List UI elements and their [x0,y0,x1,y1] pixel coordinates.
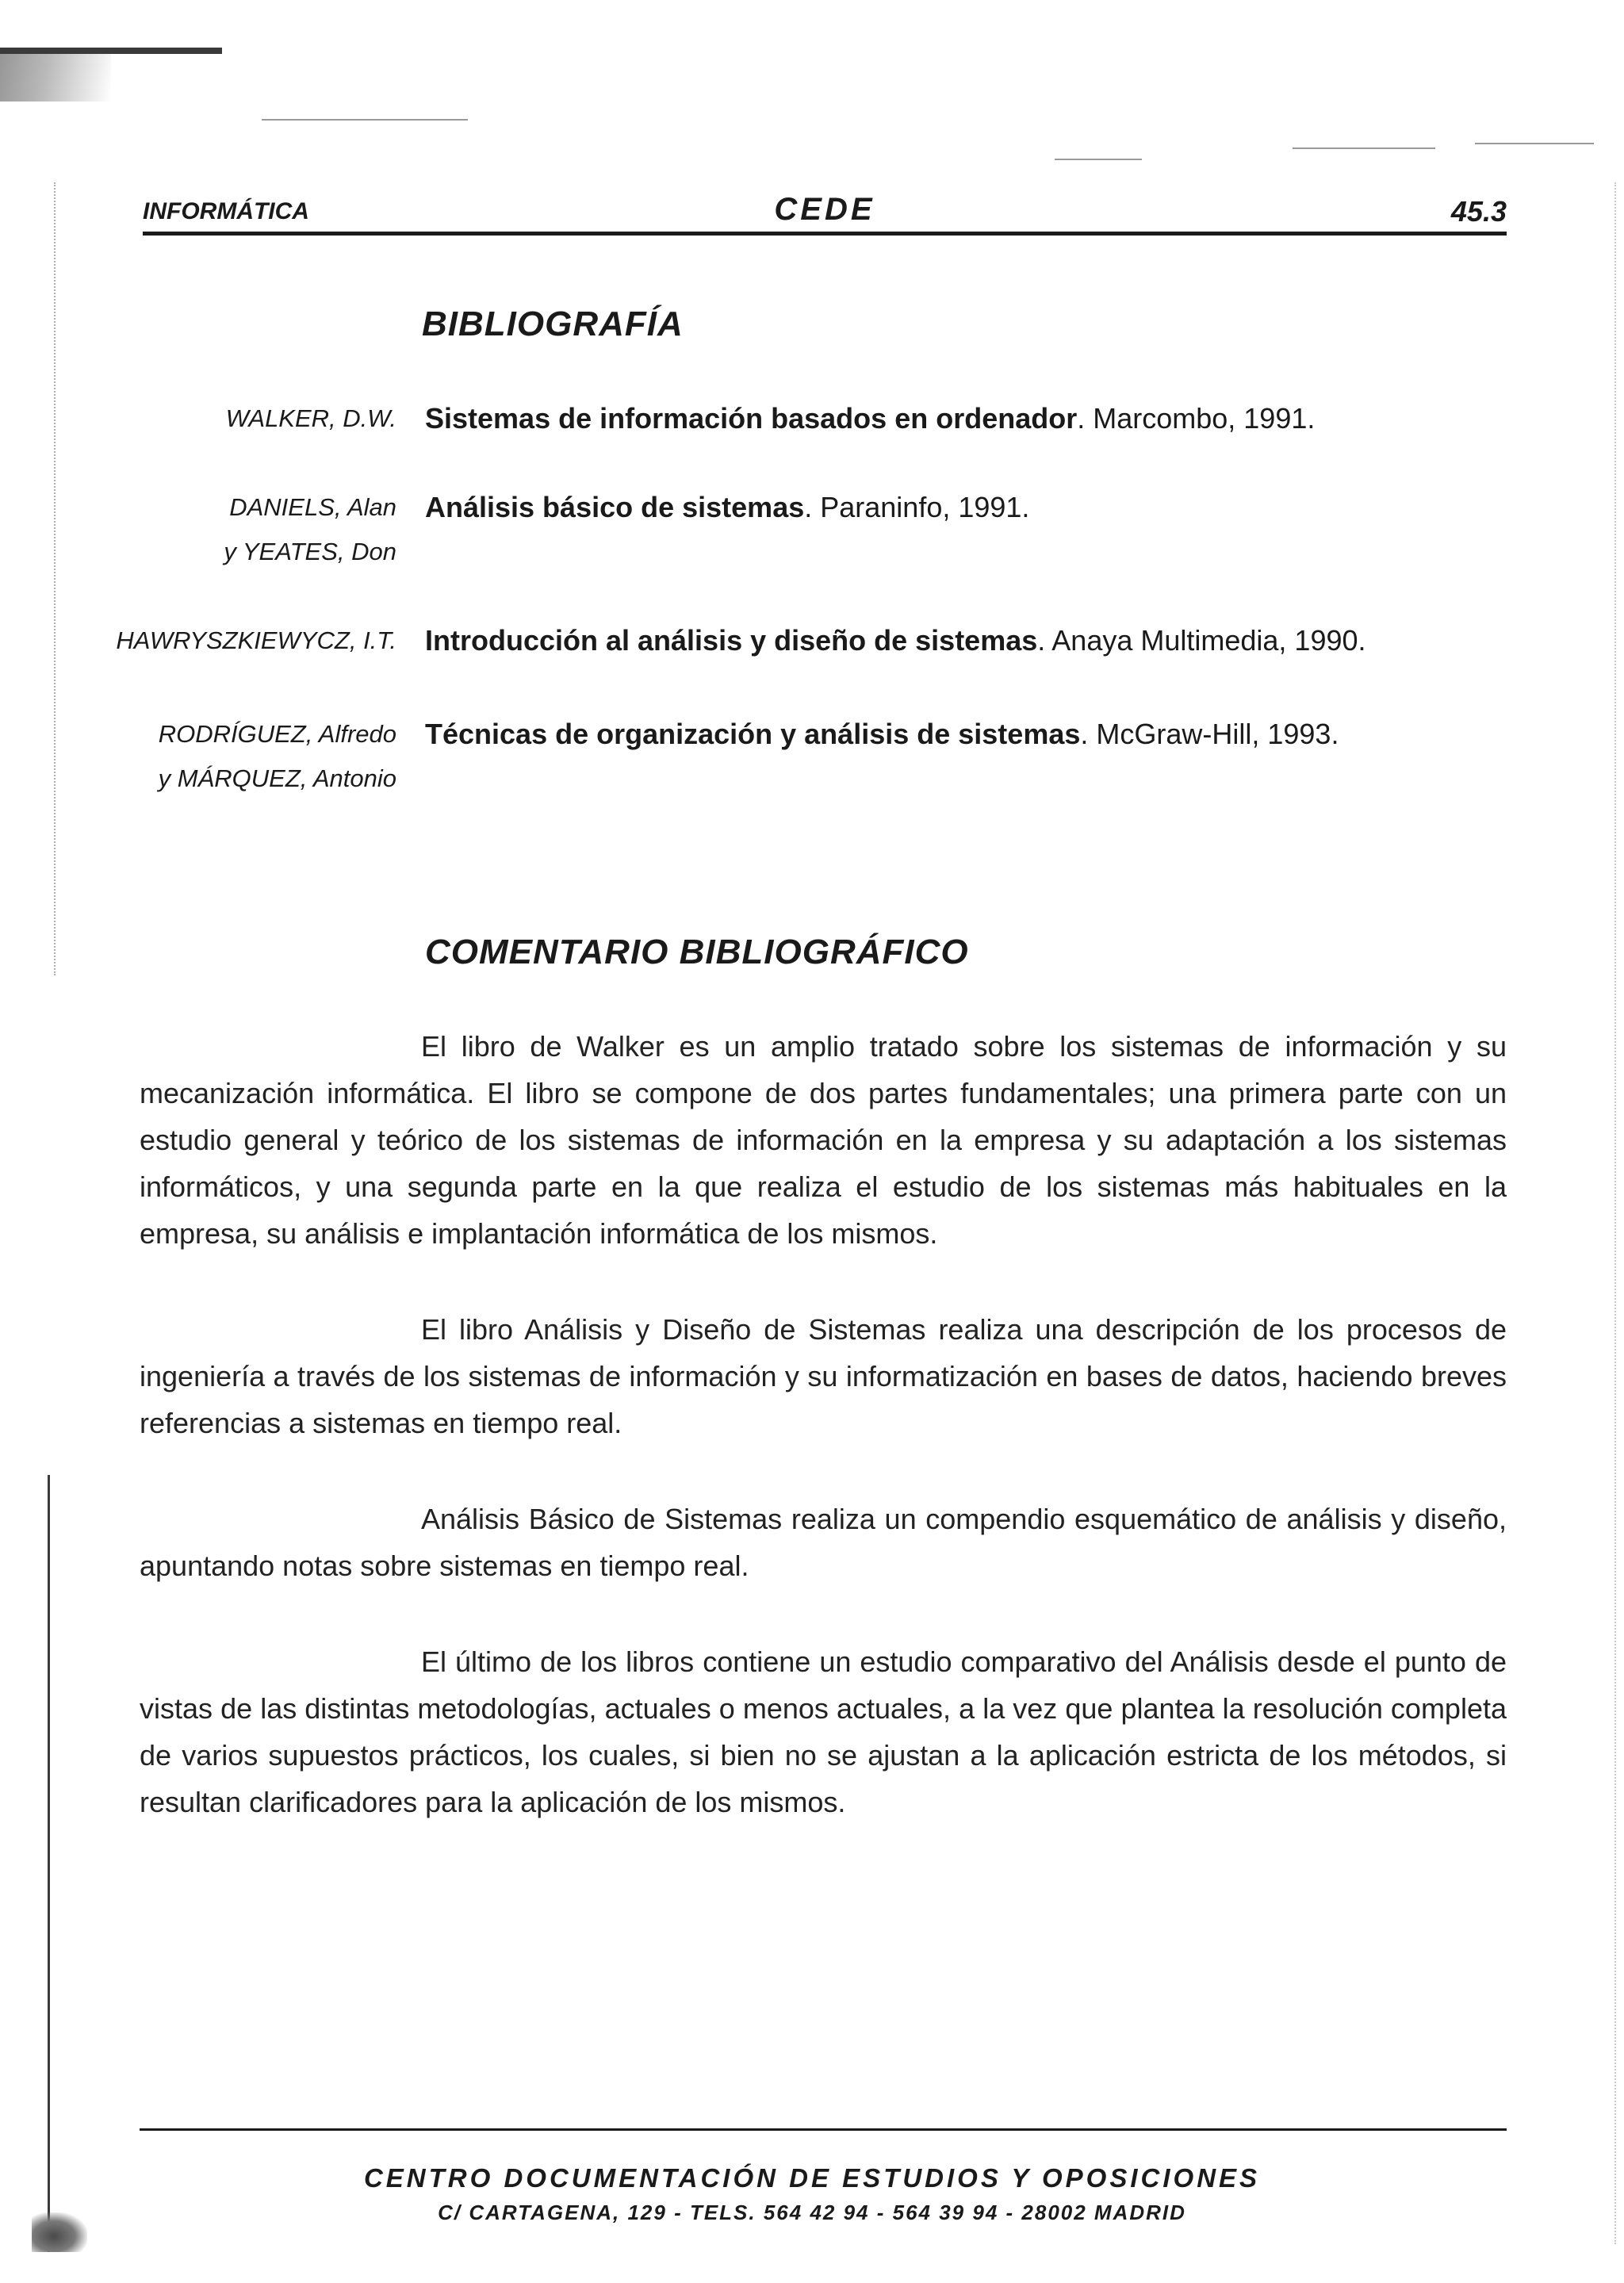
bib-author: HAWRYSZKIEWYCZ, I.T. [116,626,396,654]
scan-dash-artifact [1475,143,1594,144]
commentary-paragraph: El último de los libros contiene un estudio comparativo del Análisis desde el punto de vistas de las distintas metodologías, actuales o menos actuales, a la vez que plantea la resolución completa de varios supuestos prácticos, los cuales, si bien no se ajustan a la aplicación estricta de los métodos, si resultan clarificadores para la aplicación de los mismos. [140,1645,1507,1818]
bib-author: y MÁRQUEZ, Antonio [158,764,396,792]
bib-reference [425,712,1339,757]
scan-edge-artifact [1614,182,1617,2244]
bib-reference [425,396,1315,441]
bib-details: . Marcombo, 1991. [1077,402,1316,435]
scan-dash-artifact [1055,159,1142,160]
footer-organization: CENTRO DOCUMENTACIÓN DE ESTUDIOS Y OPOSICIONES [363,2163,1261,2193]
bib-details: . Paraninfo, 1991. [804,491,1030,523]
commentary-paragraph: Análisis Básico de Sistemas realiza un compendio esquemático de análisis y diseño, apuntando notas sobre sistemas en tiempo real. [140,1503,1507,1582]
footer-address: C/ CARTAGENA, 129 - TELS. 564 42 94 - 564 39 94 - 28002 MADRID [438,2201,1186,2224]
bib-author: y YEATES, Don [224,538,396,565]
header-divider [143,232,1507,236]
scan-dash-artifact [262,119,468,121]
header-page-number: 45.3 [1450,195,1507,228]
bib-author: RODRÍGUEZ, Alfredo [158,720,396,748]
commentary-paragraph: El libro de Walker es un amplio tratado sobre los sistemas de información y su mecanización informática. El libro se compone de dos partes fundamentales; una primera parte con un estudio general y teórico de los sistemas de información en la empresa y su adaptación a los sistemas informáticos, y una segunda parte en la que realiza el estudio de los sistemas más habituales en la empresa, su análisis e implantación informática de los mismos. [140,1030,1507,1250]
commentary-paragraph: El libro Análisis y Diseño de Sistemas realiza una descripción de los procesos de ingeniería a través de los sistemas de información y su informatización en bases de datos, haciendo breves referencias a sistemas en tiempo real. [140,1313,1507,1439]
page-header [143,190,1507,238]
scan-corner-artifact [0,48,222,79]
bibliography-heading: BIBLIOGRAFÍA [422,305,684,343]
scan-edge-artifact [54,182,56,975]
bib-author: DANIELS, Alan [229,493,396,521]
scan-edge-artifact [48,1475,50,2252]
bib-title: Análisis básico de sistemas [425,491,805,523]
bib-reference [425,485,1029,530]
scan-dash-artifact [1293,147,1435,149]
footer-divider [140,2128,1507,2131]
bib-details: . McGraw-Hill, 1993. [1080,718,1339,750]
header-publisher-logo: CEDE [774,192,875,227]
bib-title: Introducción al análisis y diseño de sistemas [425,624,1038,657]
bib-reference [425,619,1366,663]
header-section-name: INFORMÁTICA [143,198,309,224]
commentary-body [140,1023,1507,1875]
bib-title: Sistemas de información basados en ordenador [425,402,1078,435]
bib-title: Técnicas de organización y análisis de sistemas [425,718,1081,750]
bib-author: WALKER, D.W. [225,404,396,432]
commentary-heading: COMENTARIO BIBLIOGRÁFICO [425,933,969,971]
bib-details: . Anaya Multimedia, 1990. [1037,624,1366,657]
